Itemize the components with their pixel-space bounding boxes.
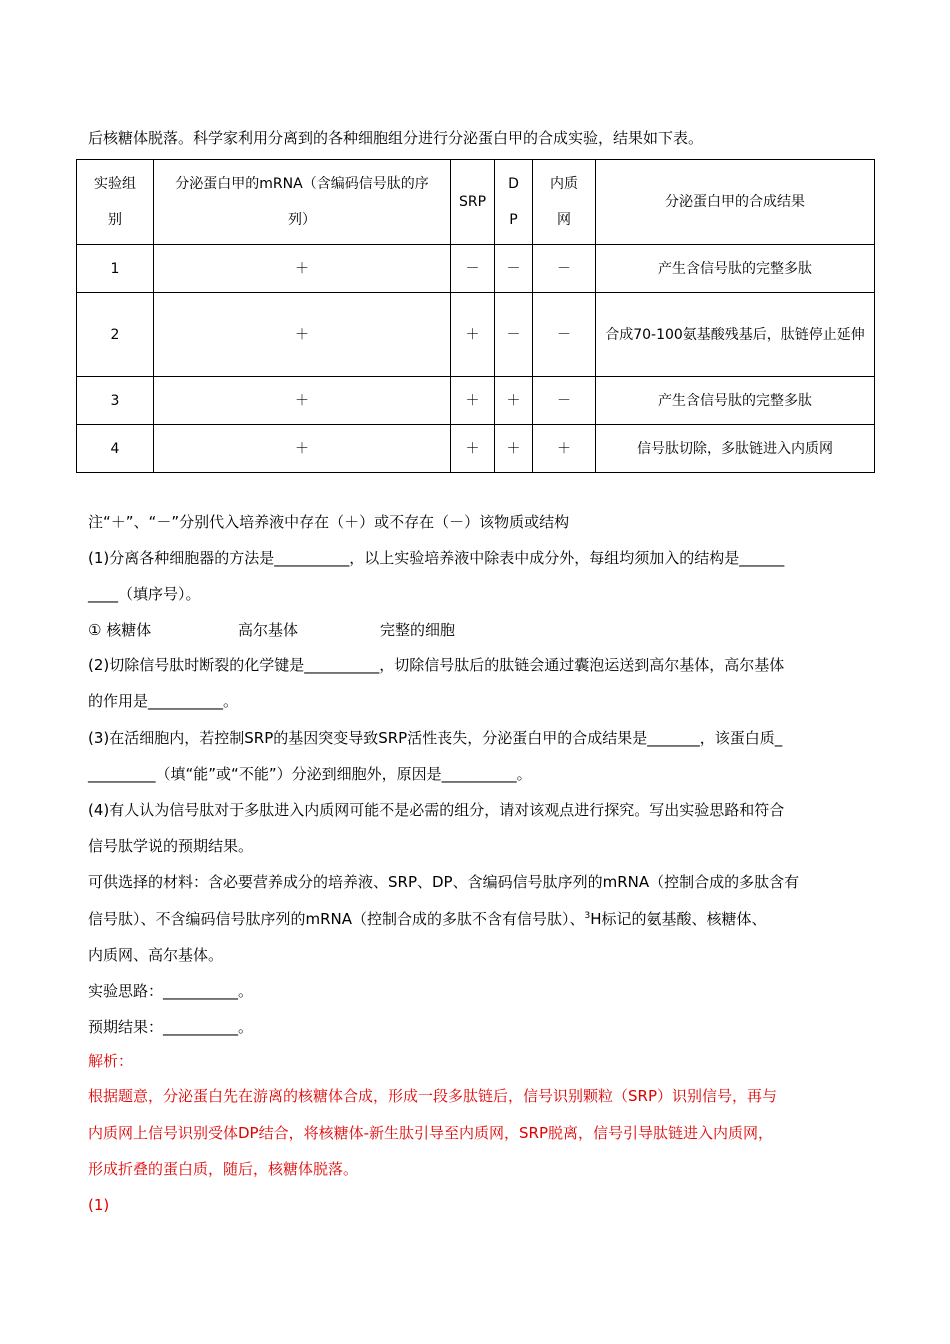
- question-3-line-1: (3)在活细胞内，若控制SRP的基因突变导致SRP活性丧失，分泌蛋白甲的合成结果是_______，该蛋白质_: [88, 729, 783, 747]
- results-table: [76, 159, 875, 473]
- cell-result: 信号肽切除，多肽链进入内质网: [596, 425, 875, 473]
- cell-result: 合成70-100氨基酸残基后，肽链停止延伸: [596, 293, 875, 377]
- question-1-line-2: ____（填序号）。: [88, 585, 201, 603]
- cell-group: 2: [77, 293, 154, 377]
- table-row: [77, 293, 875, 377]
- answer-options: [88, 620, 455, 640]
- cell-dp: －: [495, 245, 533, 293]
- cell-srp: ＋: [451, 377, 495, 425]
- cell-er: －: [533, 245, 596, 293]
- table-row: [77, 377, 875, 425]
- question-4-line-2: 信号肽学说的预期结果。: [88, 837, 254, 855]
- cell-er: －: [533, 377, 596, 425]
- intro-text: 后核糖体脱落。科学家利用分离到的各种细胞组分进行分泌蛋白甲的合成实验，结果如下表。: [88, 129, 704, 147]
- cell-dp: －: [495, 293, 533, 377]
- question-2-line-1: (2)切除信号肽时断裂的化学键是__________，切除信号肽后的肽链会通过囊泡运送到高尔基体，高尔基体: [88, 656, 785, 674]
- materials-line-1: 可供选择的材料：含必要营养成分的培养液、SRP、DP、含编码信号肽序列的mRNA（控制合成的多肽含有: [88, 873, 800, 891]
- cell-mrna: ＋: [154, 377, 451, 425]
- analysis-line-3: 形成折叠的蛋白质，随后，核糖体脱落。: [88, 1160, 359, 1178]
- cell-dp: ＋: [495, 377, 533, 425]
- cell-er: －: [533, 293, 596, 377]
- table-note: 注“＋”、“－”分别代入培养液中存在（＋）或不存在（－）该物质或结构: [88, 513, 570, 531]
- header-er: 内质网: [533, 160, 596, 245]
- materials-line-3: 内质网、高尔基体。: [88, 946, 224, 964]
- header-group: 实验组别: [77, 160, 154, 245]
- table-row: [77, 245, 875, 293]
- experiment-idea: 实验思路：__________。: [88, 982, 254, 1000]
- question-1-line-1: (1)分离各种细胞器的方法是__________，以上实验培养液中除表中成分外，每组均须加入的结构是______: [88, 549, 785, 567]
- cell-group: 3: [77, 377, 154, 425]
- question-4-line-1: (4)有人认为信号肽对于多肽进入内质网可能不是必需的组分，请对该观点进行探究。写出实验思路和符合: [88, 801, 785, 819]
- expected-result: 预期结果：__________。: [88, 1018, 254, 1036]
- cell-srp: －: [451, 245, 495, 293]
- cell-group: 4: [77, 425, 154, 473]
- cell-dp: ＋: [495, 425, 533, 473]
- cell-srp: ＋: [451, 293, 495, 377]
- table-row: [77, 425, 875, 473]
- analysis-line-1: 根据题意，分泌蛋白先在游离的核糖体合成，形成一段多肽链后，信号识别颗粒（SRP）识别信号，再与: [88, 1087, 777, 1105]
- header-dp: DP: [495, 160, 533, 245]
- analysis-line-2: 内质网上信号识别受体DP结合，将核糖体-新生肽引导至内质网，SRP脱离，信号引导肽链进入内质网，: [88, 1124, 774, 1142]
- cell-mrna: ＋: [154, 245, 451, 293]
- cell-mrna: ＋: [154, 293, 451, 377]
- analysis-title: 解析：: [88, 1052, 134, 1070]
- option-3: 完整的细胞: [380, 621, 456, 639]
- cell-result: 产生含信号肽的完整多肽: [596, 377, 875, 425]
- cell-er: ＋: [533, 425, 596, 473]
- table-header-row: [77, 160, 875, 245]
- materials-line-2: 信号肽）、不含编码信号肽序列的mRNA（控制合成的多肽不含有信号肽）、$^3$H标记的氨基酸、核糖体、: [88, 910, 767, 928]
- header-result: 分泌蛋白甲的合成结果: [596, 160, 875, 245]
- question-3-line-2: _________（填“能”或“不能”）分泌到细胞外，原因是__________。: [88, 765, 532, 783]
- cell-group: 1: [77, 245, 154, 293]
- cell-srp: ＋: [451, 425, 495, 473]
- header-srp: SRP: [451, 160, 495, 245]
- cell-mrna: ＋: [154, 425, 451, 473]
- option-1: ① 核糖体: [88, 621, 152, 639]
- header-mrna: 分泌蛋白甲的mRNA（含编码信号肽的序列）: [154, 160, 451, 245]
- option-2: 高尔基体: [238, 621, 299, 639]
- cell-result: 产生含信号肽的完整多肽: [596, 245, 875, 293]
- analysis-q1-label: (1): [88, 1196, 110, 1214]
- question-2-line-2: 的作用是__________。: [88, 692, 239, 710]
